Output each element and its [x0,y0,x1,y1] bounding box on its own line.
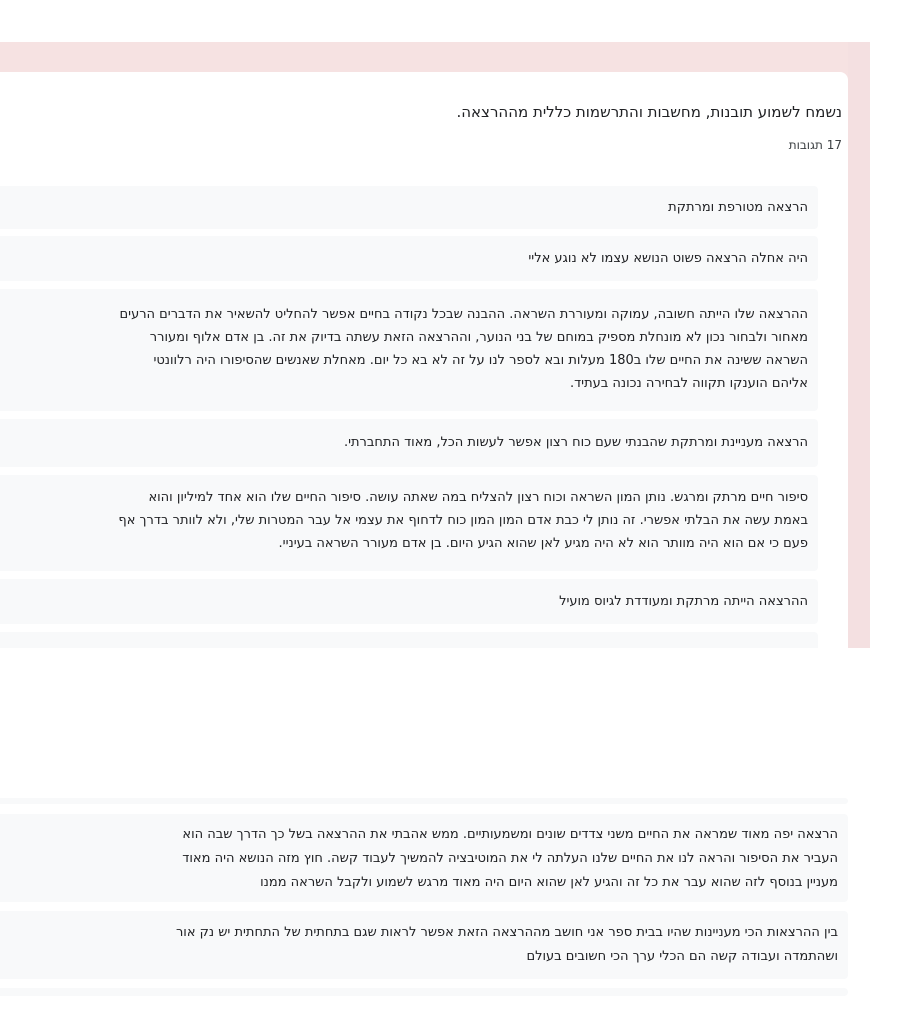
response-item [0,475,818,571]
response-line: אליהם הוענקו תקווה לבחירה נכונה בעתיד. [569,376,808,391]
responses-count: 17 תגובות [788,138,842,152]
response-line: בין ההרצאות הכי מעניינות שהיו בבית ספר אני חושב מההרצאה הזאת אפשר לראות שגם בתחתית של התחתית יש נק אור [175,925,838,940]
response-line: הרצאה מעניינת ומרתקת שהבנתי שעם כוח רצון אפשר לעשות הכל, מאוד התחברתי. [343,435,808,450]
response-item [0,988,848,996]
response-line: באמת עשה את הבלתי אפשרי. זה נותן לי כבת אדם המון המון כוח לדחוף את עצמי אל עבר המטרות שלי, ולא לוותר בדרך אף [118,513,808,528]
response-item [0,419,818,467]
response-line: ההרצאה הייתה מרתקת ומעודדת לגיוס מועיל [559,594,808,609]
response-item [0,186,818,229]
response-line: פעם כי אם הוא היה מוותר הוא לא היה מגיע לאן שהוא הגיע היום. בן אדם מעורר השראה בעיניי. [278,536,808,551]
response-line: העביר את הסיפור והראה לנו את החיים שלנו העלתה לי את המוטיבציה להמשיך לעבוד קשה. חוץ מזה הנושא היה מאוד [182,851,838,866]
response-line: מאחור ולבחור נכון לא מונחלת מספיק במוחם של בני הנוער, וההרצאה הזאת עשתה בדיוק את זה. בן אדם אלוף ומעורר [149,330,808,345]
response-line: היה אחלה הרצאה פשוט הנושא עצמו לא נוגע אליי [528,251,808,266]
response-item [0,814,848,902]
response-item [0,289,818,411]
response-line: ההרצאה שלו הייתה חשובה, עמוקה ומעוררת השראה. ההבנה שבכל נקודה בחיים אפשר להחליט להשאיר את הדברים הרעים [119,307,808,322]
response-item [0,632,818,648]
response-line: מעניין בנוסף לזה שהוא עבר את כל זה והגיע לאן שהוא היום היה מאוד מרגש לשמוע ולקבל השראה ממנו [260,875,838,890]
response-item [0,911,848,979]
response-line: ושהתמדה ועבודה קשה הם הכלי ערך הכי חשובים בעולם [526,949,838,964]
form-responses-panel-continued [0,798,848,998]
response-line: הרצאה מטורפת ומרתקת [668,200,808,215]
response-item [0,579,818,624]
response-line: השראה ששינה את החיים שלו ב180 מעלות ובא לספר לנו על זה לא בא כל יום. מאחלת שאנשים שהסיפורו היה רלוונטי [153,353,808,368]
response-line: הרצאה יפה מאוד שמראה את החיים משני צדדים שונים ומשמעותיים. ממש אהבתי את ההרצאה בשל כך הדרך שבה הוא [182,827,838,842]
response-item [0,798,848,804]
page-background-edge [848,42,870,648]
question-title: נשמח לשמוע תובנות, מחשבות והתרשמות כללית מההרצאה. [456,103,842,121]
response-line: סיפור חיים מרתק ומרגש. נותן המון השראה וכוח רצון להצליח במה שאתה עושה. סיפור החיים שלו הוא אחד למיליון והוא [148,490,808,505]
response-item [0,236,818,281]
